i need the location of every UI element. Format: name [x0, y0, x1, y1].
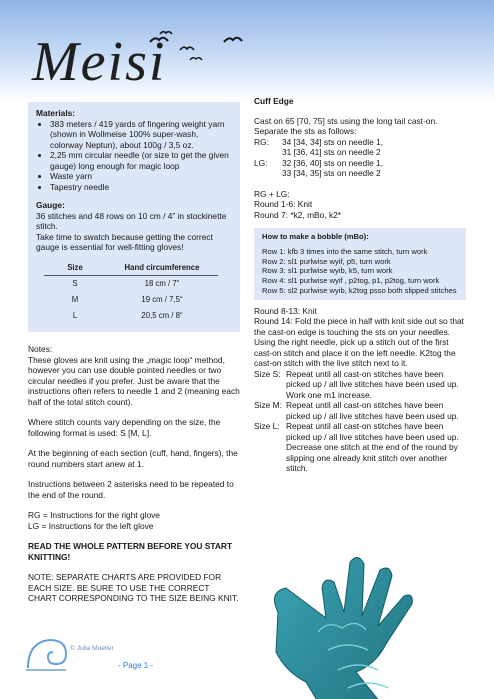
size-l-text: Repeat until all cast-on stitches have been picked up / all live stitches have been used up. Decrease one stitch at the end of the round by slipping one already knit stitch over another stitch.: [286, 421, 459, 474]
column-header: Size: [44, 261, 106, 276]
bobble-row: Row 5: sl2 purlwise wyib, k2tog psso both slipped stitches: [262, 285, 457, 295]
table-cell: S: [72, 278, 78, 288]
table-cell: 18 cm / 7“: [144, 278, 180, 288]
table-cell: M: [71, 294, 79, 304]
lg-label: LG:: [254, 157, 268, 168]
copyright-text: © Julia Mueller: [70, 645, 114, 652]
size-m-instructions: [254, 400, 466, 421]
column-header: Hand circumference: [106, 261, 218, 276]
charts-note: NOTE: SEPARATE CHARTS ARE PROVIDED FOR EACH SIZE. BE SURE TO USE THE CORRECT CHART CORRESPONDING TO THE SIZE BEING KNIT.: [28, 572, 239, 603]
shell-logo-icon: [24, 636, 68, 672]
table-row: [44, 276, 218, 293]
gauge-text: 36 stitches and 48 rows on 10 cm / 4” in stockinette stitch.: [36, 210, 227, 231]
notes-paragraph: At the beginning of each section (cuff, hand, fingers), the round numbers start anew at 1.: [28, 448, 238, 469]
size-m-text: Repeat until all cast-on stitches have been picked up / all live stitches have been used up.: [286, 400, 459, 421]
materials-list: [36, 119, 232, 193]
table-row: [44, 308, 218, 324]
page-number: - Page 1 -: [118, 661, 154, 670]
lg-instructions: [254, 158, 466, 179]
birds-icon: [140, 28, 250, 78]
rglg-label: RG + LG:: [254, 188, 290, 199]
list-item: • Waste yarn: [50, 171, 232, 182]
round-14: Round 14: Fold the piece in half with knit side out so that the cast-on edge is touching the sts on your needles. Using the right needle, pick up a stitch out of the first cast-on stitch and place it on the left needle. K2tog the cast-on stitch with the live stitch next to it.: [254, 316, 464, 369]
size-s-label: Size S:: [254, 368, 281, 379]
round-7: Round 7: *k2, mBo, k2*: [254, 209, 342, 220]
glove-image: [258, 520, 494, 699]
bobble-row: Row 1: kfb 3 times into the same stitch, turn work: [262, 246, 428, 256]
rg-label: RG:: [254, 136, 269, 147]
notes-paragraph: Instructions between 2 asterisks need to be repeated to the end of the round.: [28, 479, 234, 500]
round-8-13: Round 8-13: Knit: [254, 305, 317, 316]
rg-instructions: [254, 137, 466, 158]
right-column: [254, 96, 466, 474]
table-cell: 20,5 cm / 8“: [141, 310, 183, 320]
read-warning: READ THE WHOLE PATTERN BEFORE YOU START KNITTING!: [28, 541, 233, 562]
gauge-heading: Gauge:: [36, 200, 65, 210]
left-column: [28, 102, 240, 604]
size-s-text: Repeat until all cast-on stitches have been picked up / all live stitches have been used up. Work one m1 increase.: [286, 368, 459, 400]
rg-line: 34 [34, 34] sts on needle 1,: [282, 136, 384, 147]
lg-line: 33 [34, 35] sts on needle 2: [282, 168, 381, 178]
gauge-note: Take time to swatch because getting the correct gauge is essential for well-fitting gloves!: [36, 231, 213, 252]
cuff-intro: Cast on 65 [70, 75] sts using the long tail cast-on. Separate the sts as follows:: [254, 115, 438, 136]
lg-definition: LG = Instructions for the left glove: [28, 520, 154, 531]
rg-line: 31 [36, 41] sts on needle 2: [282, 147, 381, 157]
list-item: • 2,25 mm circular needle (or size to get the given gauge) long enough for magic loop: [50, 150, 232, 171]
lg-line: 32 [36, 40] sts on needle 1,: [282, 157, 384, 168]
table-row: [44, 292, 218, 308]
size-l-label: Size L:: [254, 421, 280, 432]
cuff-heading: Cuff Edge: [254, 96, 294, 106]
page-title: Meisi: [32, 31, 167, 93]
bobble-heading: How to make a bobble (mBo):: [262, 232, 369, 241]
size-l-instructions: [254, 421, 466, 474]
size-table: [44, 261, 218, 325]
materials-box: [28, 102, 240, 332]
size-s-instructions: [254, 369, 466, 401]
list-item: • Tapestry needle: [50, 182, 232, 193]
notes-heading: Notes:: [28, 344, 53, 354]
materials-heading: Materials:: [36, 108, 76, 118]
table-cell: L: [72, 310, 78, 320]
list-item: • 383 meters / 419 yards of fingering weight yarn (shown in Wollmeise 100% super-wash, colorway Neptun), about 100g / 3,5 oz.: [50, 119, 232, 151]
table-header-row: [44, 261, 218, 276]
size-m-label: Size M:: [254, 400, 282, 411]
table-cell: 19 cm / 7,5“: [141, 294, 183, 304]
bobble-box: [254, 228, 466, 300]
notes-paragraph: Where stitch counts vary depending on the size, the following format is used: S [M, L].: [28, 417, 221, 438]
bobble-row: Row 4: sl1 purlwise wyif , p2tog, p1, p2tog, turn work: [262, 276, 440, 286]
round-1-6: Round 1-6: Knit: [254, 199, 313, 209]
rg-definition: RG = Instructions for the right glove: [28, 510, 160, 520]
notes-paragraph: These gloves are knit using the „magic loop“ method, however you can use double pointed needles or two circular needles if you prefer. Just be aware that the instructions often refers to needle 1 and 2 (meaning each half of the total stitch count).: [28, 354, 240, 407]
bobble-row: Row 2: sl1 purlwise wyif, p5, turn work: [262, 256, 391, 266]
bobble-row: Row 3: sl1 purlwise wyib, k5, turn work: [262, 266, 393, 276]
